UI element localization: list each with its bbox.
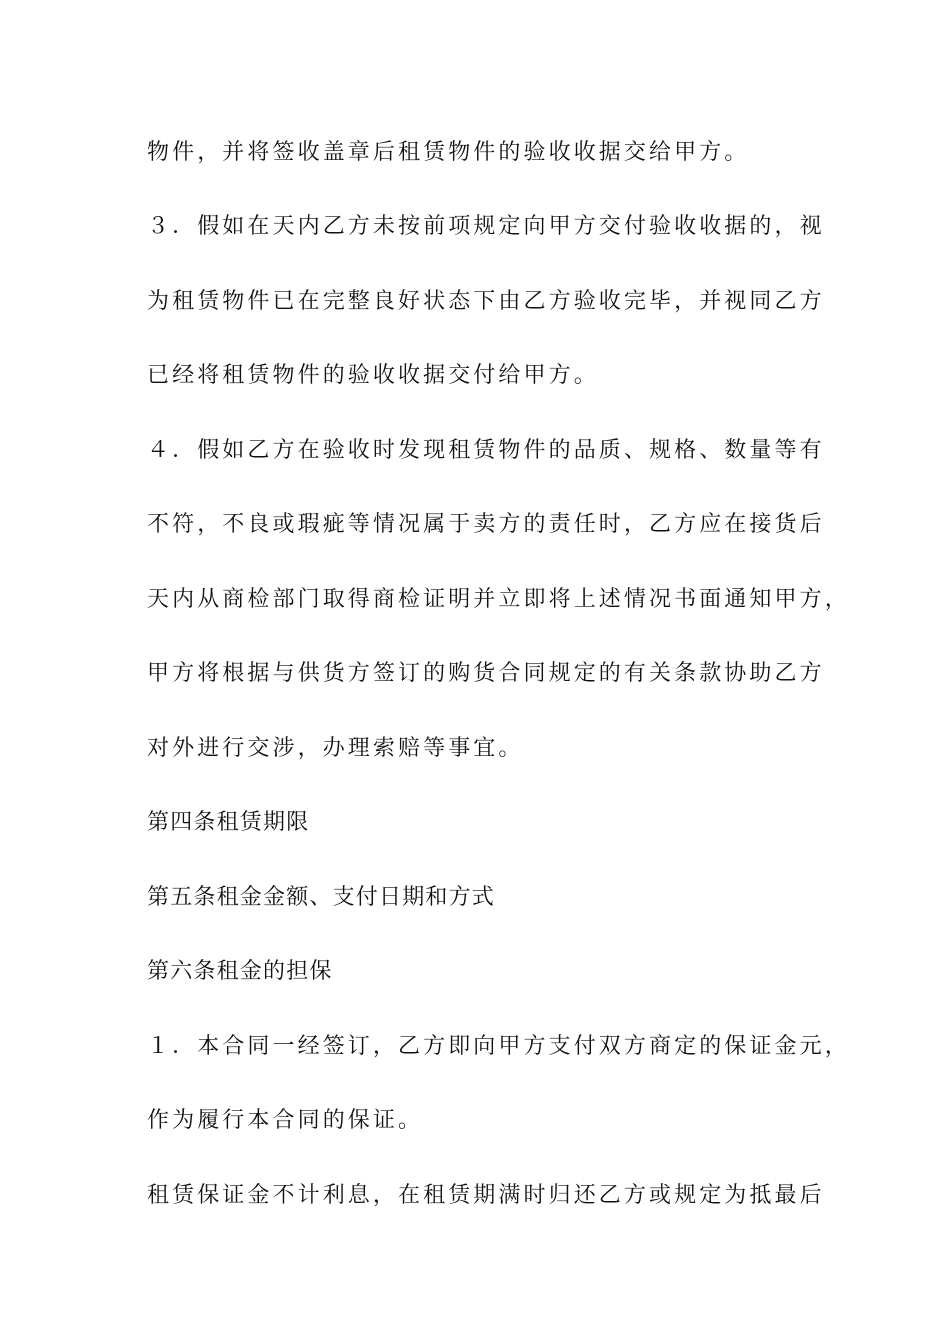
- text-line: 租赁保证金不计利息，在租赁期满时归还乙方或规定为抵最后: [147, 1183, 825, 1208]
- text-line: 天内从商检部门取得商检证明并立即将上述情况书面通知甲方，: [147, 587, 850, 612]
- text-line: 作为履行本合同的保证。: [147, 1108, 424, 1133]
- text-line: 对外进行交涉，办理索赔等事宜。: [147, 736, 524, 761]
- text-line: 已经将租赁物件的验收收据交付给甲方。: [147, 363, 599, 388]
- text-line: 为租赁物件已在完整良好状态下由乙方验收完毕，并视同乙方: [147, 289, 825, 314]
- section-heading: 第六条租金的担保: [147, 959, 333, 984]
- text-line: ３．假如在天内乙方未按前项规定向甲方交付验收收据的，视: [147, 214, 825, 239]
- text-line: ４．假如乙方在验收时发现租赁物件的品质、规格、数量等有: [147, 438, 825, 463]
- text-line: １．本合同一经签订，乙方即向甲方支付双方商定的保证金元，: [147, 1034, 850, 1059]
- text-line: 甲方将根据与供货方签订的购货合同规定的有关条款协助乙方: [147, 661, 825, 686]
- text-line: 物件，并将签收盖章后租赁物件的验收收据交给甲方。: [147, 140, 750, 165]
- text-line: 不符，不良或瑕疵等情况属于卖方的责任时，乙方应在接货后: [147, 512, 825, 537]
- section-heading: 第五条租金金额、支付日期和方式: [147, 885, 496, 910]
- section-heading: 第四条租赁期限: [147, 810, 310, 835]
